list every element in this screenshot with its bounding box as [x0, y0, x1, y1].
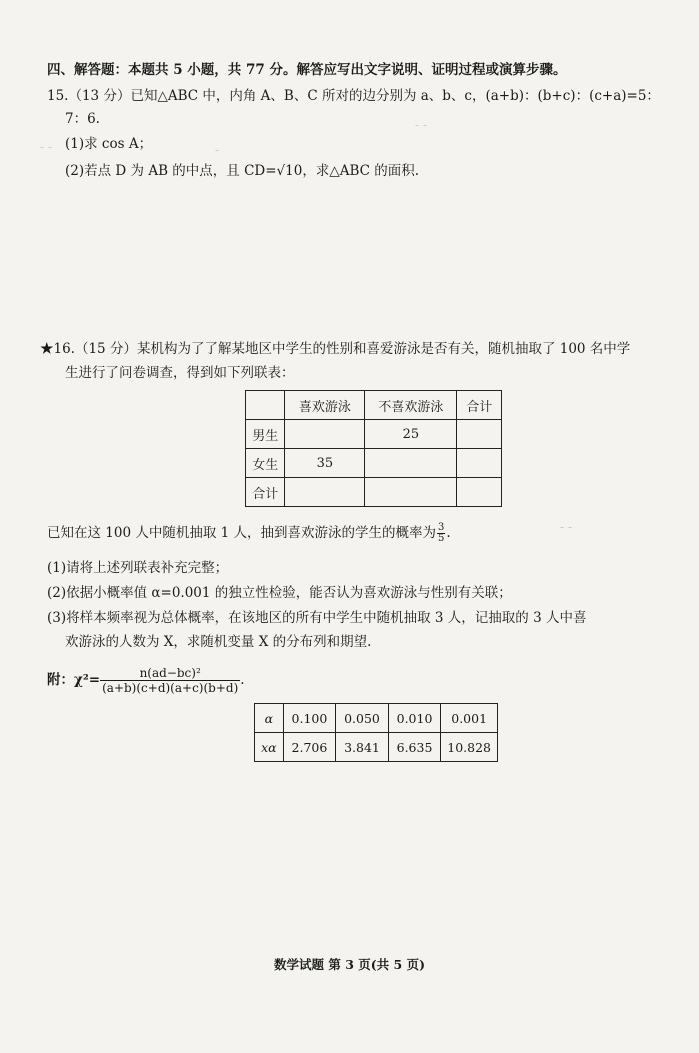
bleed-through-mark: ‐ ‐ — [415, 118, 427, 132]
table-cell: 3.841 — [336, 733, 389, 762]
appendix-formula — [47, 665, 245, 695]
q16-prob-sentence — [47, 522, 451, 544]
q16-line2: 生进行了问卷调查，得到如下列联表： — [65, 365, 295, 381]
table-cell: α — [255, 704, 284, 733]
q16-line1: ★16.（15 分）某机构为了了解某地区中学生的性别和喜爱游泳是否有关，随机抽取了 100 名中学 — [40, 341, 631, 357]
q15-line1: 15.（13 分）已知△ABC 中，内角 A、B、C 所对的边分别为 a、b、c，(a+b)：(b+c)：(c+a)=5： — [47, 88, 660, 104]
q15-line2: 7：6. — [65, 111, 100, 127]
formula-end: . — [240, 672, 245, 688]
q16-part3-line2: 欢游泳的人数为 X，求随机变量 X 的分布列和期望. — [65, 634, 372, 650]
table-cell: 男生 — [246, 420, 285, 449]
table-cell: 25 — [365, 420, 457, 449]
table-cell — [457, 420, 502, 449]
q16-part3-line1: (3)将样本频率视为总体概率，在该地区的所有中学生中随机抽取 3 人，记抽取的 3 人中喜 — [47, 610, 587, 626]
page-footer: 数学试题 第 3 页(共 5 页) — [274, 957, 425, 972]
formula-denominator: (a+b)(c+d)(a+c)(b+d) — [102, 681, 239, 695]
contingency-table — [245, 390, 502, 507]
table-row — [246, 391, 502, 420]
q16-prob-end: . — [446, 525, 451, 541]
fraction-denominator: 5 — [438, 533, 445, 544]
table-cell — [457, 449, 502, 478]
table-cell: xα — [255, 733, 284, 762]
table-cell: 35 — [285, 449, 365, 478]
table-cell — [365, 449, 457, 478]
table-cell — [246, 391, 285, 420]
probability-fraction — [437, 523, 445, 544]
table-cell — [285, 478, 365, 507]
fraction-numerator: 3 — [438, 522, 445, 533]
q16-part2: (2)依据小概率值 α=0.001 的独立性检验，能否认为喜欢游泳与性别有关联； — [47, 585, 512, 601]
table-cell: 0.050 — [336, 704, 389, 733]
q16-prob-text: 已知在这 100 人中随机抽取 1 人，抽到喜欢游泳的学生的概率为 — [47, 525, 437, 541]
q15-part2: (2)若点 D 为 AB 的中点，且 CD=√10，求△ABC 的面积. — [65, 163, 420, 179]
table-cell: 0.100 — [283, 704, 336, 733]
table-row — [246, 478, 502, 507]
q16-part1: (1)请将上述列联表补充完整； — [47, 560, 229, 576]
table-row — [246, 449, 502, 478]
table-cell: 2.706 — [283, 733, 336, 762]
table-cell — [457, 478, 502, 507]
table-cell: 合计 — [246, 478, 285, 507]
table-row — [246, 420, 502, 449]
bleed-through-mark: ‐ — [215, 143, 220, 157]
bleed-through-mark: ‐ ‐ — [560, 520, 572, 534]
table-cell: 合计 — [457, 391, 502, 420]
table-cell — [285, 420, 365, 449]
section-header: 四、解答题：本题共 5 小题，共 77 分。解答应写出文字说明、证明过程或演算步骤。 — [47, 62, 567, 78]
chi-square-formula — [100, 666, 240, 695]
table-cell: 0.001 — [441, 704, 498, 733]
table-cell: 10.828 — [441, 733, 498, 762]
table-cell — [365, 478, 457, 507]
table-cell: 0.010 — [388, 704, 441, 733]
table-row — [255, 704, 498, 733]
critical-value-table — [254, 703, 498, 762]
table-row — [255, 733, 498, 762]
formula-numerator: n(ad−bc)² — [100, 666, 240, 681]
table-cell: 喜欢游泳 — [285, 391, 365, 420]
q15-part1: (1)求 cos A； — [65, 136, 153, 152]
table-cell: 不喜欢游泳 — [365, 391, 457, 420]
table-cell: 6.635 — [388, 733, 441, 762]
table-cell: 女生 — [246, 449, 285, 478]
bleed-through-mark: ‐ ‐ — [40, 140, 52, 154]
appendix-label: 附：χ²= — [47, 672, 101, 688]
